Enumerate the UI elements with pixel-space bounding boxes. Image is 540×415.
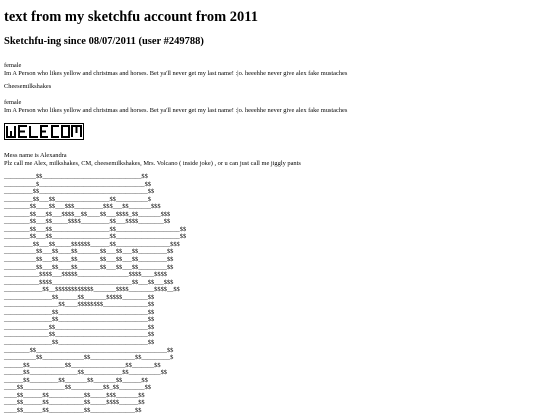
ascii-art-line: _______________$$____________________________$$ [4, 339, 155, 347]
ascii-art-line: ______$$___________$$_________________$$_______$$ [4, 361, 161, 369]
ascii-art-line: ____$$______$$___________$$_____$$$$______$$ [4, 399, 145, 407]
ascii-art-line: ____________$$__$$$$$$$$$$$$_______$$$$________$$$$__$$ [4, 286, 180, 294]
ascii-art-line: __________$$___$$____$$_______$$___$$___$$_________$$ [4, 263, 174, 271]
ascii-art-line: ______$$_________$$_______$$_______$$______$$ [4, 376, 148, 384]
ascii-art-line: _________$$___$$_____$$$$$$______$$_________________$$$ [4, 240, 180, 248]
ascii-art-line: ________$$____$$___$$$_________$$$___$$_______$$$ [4, 203, 161, 211]
nicknames-line: Plz call me Alex, milkshakes, CM, cheesemilkshakes, Mrs. Volcano ( inside joke) , or u can just call me jiggly pants [4, 159, 301, 167]
username-text: Cheesemilkshakes [4, 83, 52, 90]
gender-text: female [4, 99, 22, 106]
ascii-art-line: _______________$$____________________________$$ [4, 308, 155, 316]
name-line: Mess name is Alexandra [4, 152, 67, 159]
ascii-art-line: __________$$_____________$$______________$$_________$ [4, 354, 174, 362]
intro-block [4, 152, 301, 167]
ascii-art-line: ___________$$$$___$$$$$________________$$$$____$$$$ [4, 271, 167, 279]
ascii-art-line: _________$$___$$_________________$$__________$ [4, 195, 151, 203]
ascii-art [4, 173, 186, 415]
page-subtitle: Sketchfu-ing since 08/07/2011 (user #249788) [4, 36, 204, 47]
ascii-art-line: ________$$_________________________________________$$ [4, 346, 174, 354]
ascii-art-line: __________$$___$$____$$_______$$___$$___$$_________$$ [4, 248, 174, 256]
ascii-art-line: _________________$$____$$$$$$$$______________$$ [4, 301, 155, 309]
ascii-art-line: ____$$______$$___________$$_____$$$_______$$ [4, 391, 145, 399]
ascii-art-line: ________$$___$$_____$$$$_________$$___$$$$________$$ [4, 218, 171, 226]
page-title: text from my sketchfu account from 2011 [4, 9, 258, 25]
ascii-art-line: ______$$_______________$$____________$$__________$$ [4, 369, 167, 377]
ascii-art-line: ________$$___$$___$$$$__$$____$$___$$$$_$$_______$$$ [4, 210, 171, 218]
ascii-art-line: _________$$__________________________________$$ [4, 188, 155, 196]
profile-block-1 [4, 62, 347, 77]
ascii-art-line: __________$$_______________________________$$ [4, 173, 148, 180]
ascii-art-line: _______________$$______$$_______$$$$$________$$ [4, 293, 155, 301]
ascii-art-line: ____$$_____________$$__________$$_$$________$$ [4, 384, 151, 392]
ascii-art-line: _______________$$____________________________$$ [4, 316, 155, 324]
ascii-art-line: ______________$$_____________________________$$ [4, 323, 155, 331]
ascii-art-line: ______________$$_____________________________$$ [4, 331, 155, 339]
ascii-art-line: ____$$______$$___________$$______________$$ [4, 406, 142, 414]
profile-block-2 [4, 99, 347, 114]
ascii-art-line: ________$$___$$__________________$$____________________$$ [4, 225, 187, 233]
ascii-art-line: __________$$___$$____$$_______$$___$$___$$_________$$ [4, 256, 174, 264]
gender-text: female [4, 62, 22, 69]
ascii-art-line: ___________$$$$_________________________$$___$$___$$$ [4, 278, 174, 286]
ascii-art-line: ________$$___$$__________________$$____________________$$ [4, 233, 187, 241]
bio-text: Im A Person who likes yellow and christmas and horses. Bet ya'll never get my last name! :|o. heeehhe never give alex fake mustaches [4, 106, 348, 114]
ascii-art-line: __________$_________________________________$$ [4, 180, 151, 188]
bio-text: Im A Person who likes yellow and christmas and horses. Bet ya'll never get my last name! :|o. heeehhe never give alex fake mustaches [4, 69, 348, 77]
welcome-logo-image [4, 123, 84, 140]
